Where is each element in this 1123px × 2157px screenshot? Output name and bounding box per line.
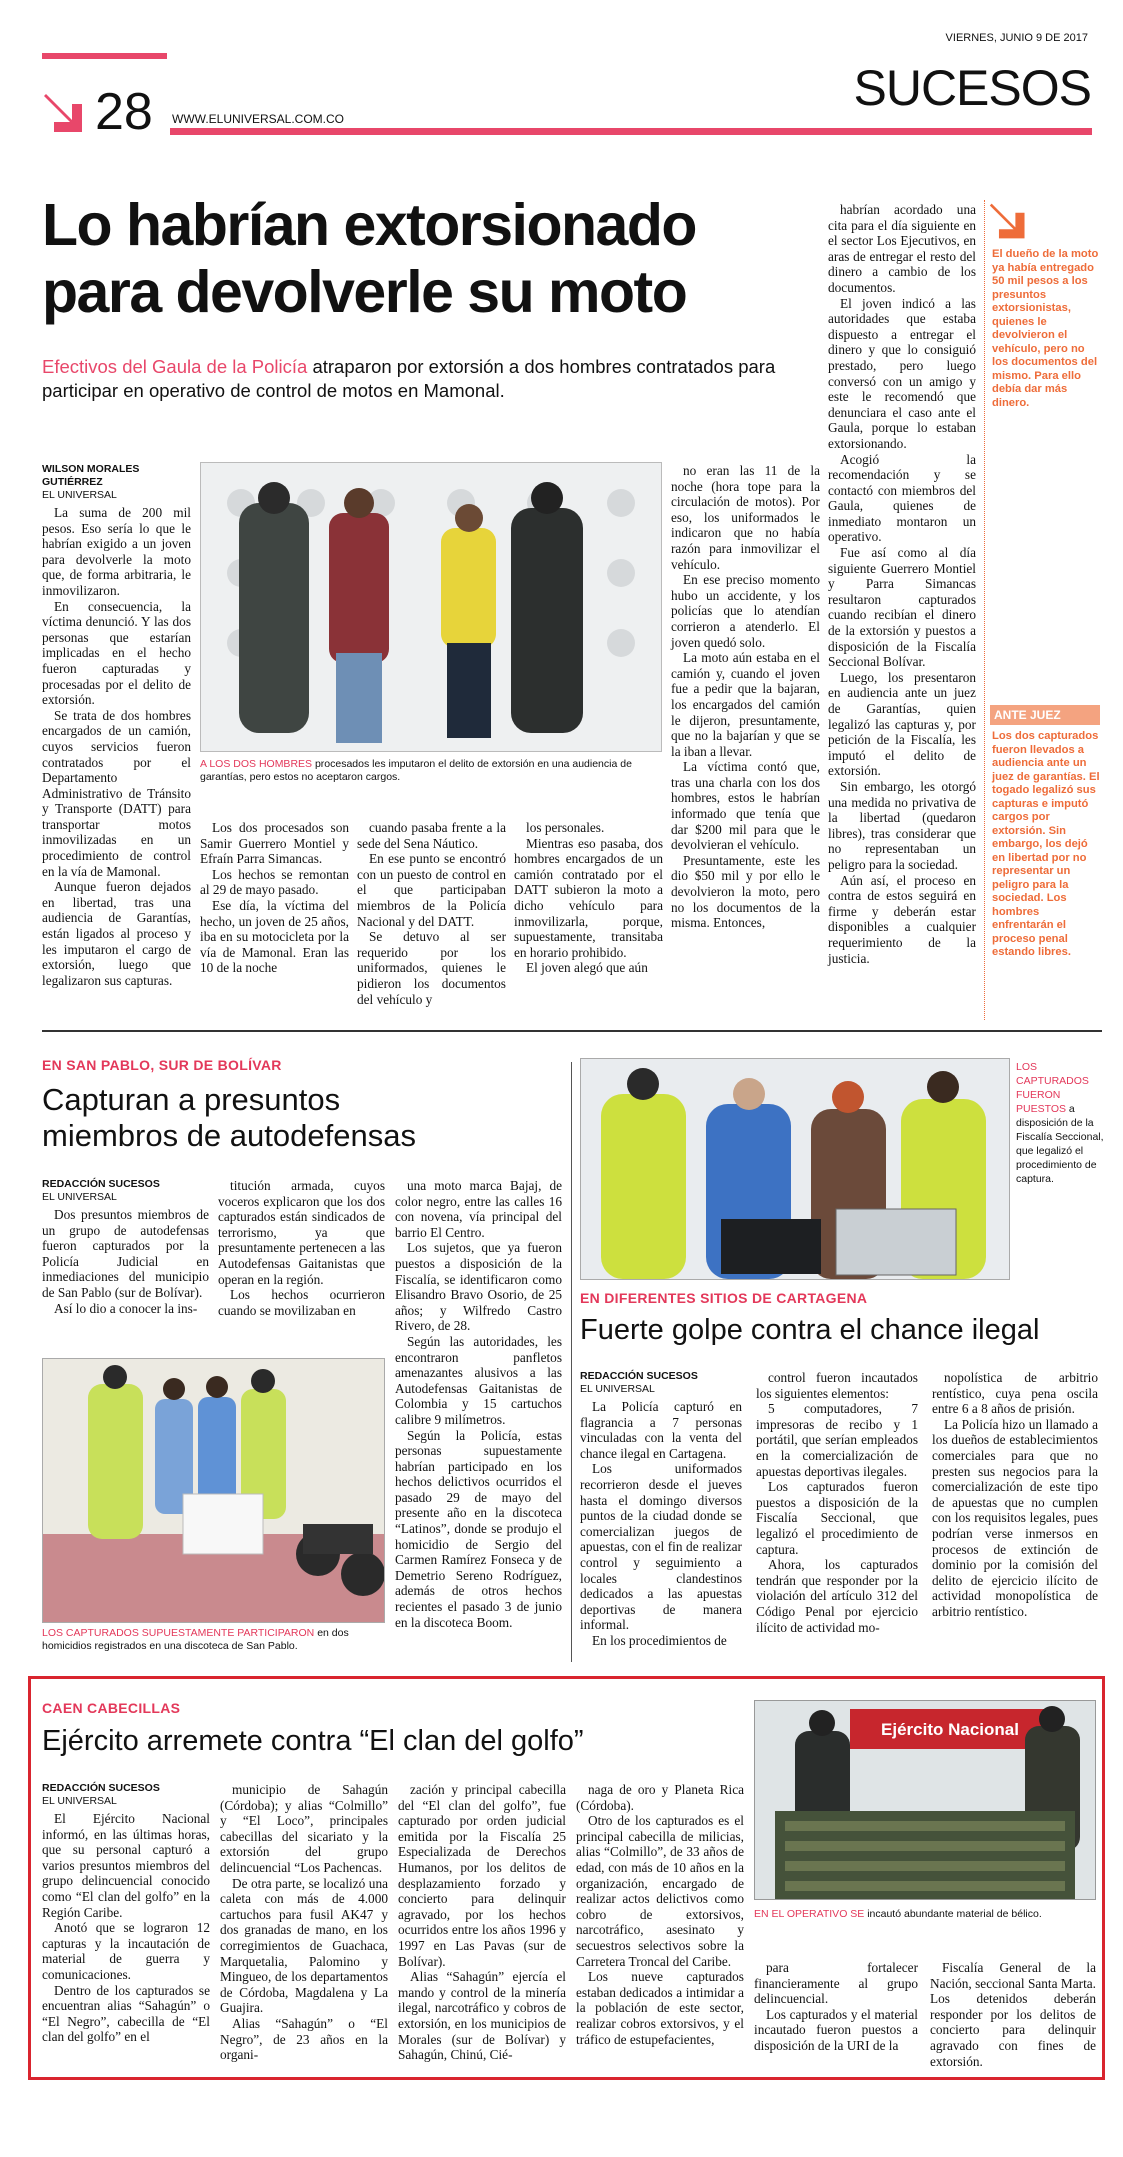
paragraph: Los capturados y el material incautado fueron puestos a disposición de la URI de la [754,2006,918,2053]
paragraph: Alias “Sahagún” o “El Negro”, de 23 años en la organi- [220,2015,388,2063]
article4-col2 [220,1782,388,2063]
headline-line: Lo habrían extorsionado [42,192,696,258]
paragraph: En los procedimientos de [592,1632,727,1648]
paragraph: En ese punto se encontró con un puesto de control en el que participaban miembros de la Policía Nacional y del DATT. [357,851,506,929]
paragraph: Acogió la recomendación y se contactó con miembros del Gaula, quienes de inmediato montaron un operativo. [828,451,976,545]
article4-col5 [754,1960,918,2054]
page-number: 28 [95,83,153,141]
paragraph: naga de oro y Planeta Rica (Córdoba). [576,1782,744,1813]
article4-photo-caption [754,1908,1096,1921]
article4-photo [754,1700,1096,1900]
outlet: EL UNIVERSAL [42,1191,117,1203]
paragraph: 5 computadores, 7 impresoras de recibo y 1 portátil, que serían empleados en la comercialización de apuestas deportivas ilegales. [756,1401,918,1479]
paragraph: zación y principal cabecilla del “El clan del golfo”, fue capturado por orden judicial emitida por la Fiscalía 25 Especializada de Derechos Humanos, por los delitos de desplazamiento forzado y concierto para delinquir agravado, por los hechos ocurridos entre los años 1996 y 1997 en Las Pavas (sur de Bolívar). [398,1782,566,1969]
article4-col3 [398,1782,566,2063]
paragraph: Los capturados fueron puestos a disposición de la Fiscalía Seccional, que legalizó el procedimiento de captura. [756,1479,918,1557]
sidebar-note-2: Los dos capturados fueron llevados a audiencia ante un juez de garantías. El togado legalizó sus capturas e imputó cargos por extorsión. Sin embargo, los dejó en libertad por no representar un peligro para la sociedad. Los hombres enfrentarán el proceso penal estando libres. [992,730,1100,958]
paragraph: Otro de los capturados es el principal cabecilla de milicias, alias “Colmillo”, de 33 años de edad, con más de 10 años en la organización, encargado de realizar actos delictivos como cobro de extorsivos, narcotráfico, asesinato y secuestros selectivos sobre la Carretera Troncal del Caribe. [576,1813,744,1969]
article3-headline: Fuerte golpe contra el chance ilegal [580,1314,1040,1346]
caption-rest: en dos homicidios registrados en una discoteca de San Pablo. [42,1627,349,1652]
sidebar-rule [984,200,985,1020]
caption-lead: A LOS DOS HOMBRES [200,758,313,770]
article1-deck [42,355,817,403]
paragraph: Se trata de dos hombres encargados de un camión, cuyos servicios fueron contratados por el Departamento Administrativo de Tránsito y Transporte (DATT) para transportar motos inmovilizadas en un procedimiento de control en la vía de Mamonal. [42,707,191,879]
column-rule [571,1062,572,1662]
paragraph: Según las autoridades, les encontraron panfletos amenazantes alusivos a las Autodefensas Gaitanistas de Colombia y 15 cartuchos calibre 9 milímetros. [395,1333,562,1427]
paragraph: La Policía capturó en flagrancia a 7 personas vinculadas con la venta del chance ilegal en Cartagena. [580,1399,742,1461]
paragraph: Los dos procesados son Samir Guerrero Montiel y Efraín Parra Simancas. [200,820,349,867]
paragraph: Presuntamente, este les dio $50 mil y por ello le devolvieron la moto, pero no los documentos de la misma. Entonces, [671,852,820,931]
caption-lead: EN EL OPERATIVO SE [754,1908,865,1920]
article2-col2 [218,1178,385,1318]
author: REDACCIÓN SUCESOS [42,1178,160,1190]
paragraph: control fueron incautados los siguientes elementos: [756,1370,918,1401]
website-url[interactable]: WWW.ELUNIVERSAL.COM.CO [172,112,345,126]
article4-col4 [576,1782,744,2047]
deck-rest: atraparon por extorsión a dos hombres contratados para participar en operativo de control de motos en Mamonal. [42,356,776,401]
article2-col1 [42,1178,209,1316]
paragraph: Fue así como al día siguiente Guerrero Montiel y Parra Simancas resultaron capturados cuando recibían el dinero de la extorsión y puestos a disposición de la Fiscalía Seccional Bolívar. [828,545,976,670]
paragraph: El joven indicó a las autoridades que estaba dispuesto a entregar el dinero y que lo consiguió prestado, pero luego conversó con un amigo y este le recomendó que denunciara el caso ante el Gaula, porque lo estaban extorsionando. [828,295,976,451]
paragraph: los personales. [526,820,605,835]
paragraph: Fiscalía General de la Nación, seccional Santa Marta. Los detenidos deberán responder por los delitos de concierto para delinquir agravado con fines de extorsión. [930,1960,1096,2069]
paragraph: En consecuencia, la víctima denunció. Y las dos personas que estarían implicadas en el hecho fueron capturadas y procesadas por el delito de extorsión. [42,598,191,708]
paragraph: cuando pasaba frente a la sede del Sena Náutico. [357,820,506,851]
article1-col5 [671,463,820,931]
paragraph: Dos presuntos miembros de un grupo de autodefensas fueron capturados por la Policía Judicial en inmediaciones del municipio de San Pablo (sur de Bolívar). [42,1207,209,1300]
article4-col6 [930,1960,1096,2069]
author: WILSON MORALES GUTIÉRREZ [42,463,140,488]
paragraph: para fortalecer financieramente al grupo delincuencial. [754,1960,918,2007]
article3-col2 [756,1370,918,1635]
paragraph: Alias “Sahagún” ejercía el mando y control de la minería ilegal, narcotráfico y cobros de extorsión, en los municipios de Morales (sur de Bolívar) y Sahagún, Chinú, Cié- [398,1969,566,2063]
header-rule [170,128,1092,135]
paragraph: nopolística de arbitrio rentístico, cuya pena oscila entre 6 a 8 años de prisión. [932,1370,1098,1417]
article2-col3 [395,1178,562,1630]
article2-photo [42,1358,385,1623]
header-date: VIERNES, JUNIO 9 DE 2017 [945,32,1088,44]
paragraph: La moto aún estaba en el camión y, cuando el joven fue a pedir que la bajaran, los encargados del camión le dijeron, presuntamente, que no la bajarían y que se la iban a llevar. [671,650,820,759]
article2-headline [42,1082,572,1154]
article4-col1 [42,1782,210,2045]
sidebar-arrow-icon [988,200,1030,247]
paragraph: Según la Policía, estas personas supuestamente habrían participado en los hechos delictivos ocurridos el pasado 29 de mayo del presente año en la discoteca “Latinos”, donde se produjo el homicidio de Sergio del Carmen Ramírez Fonseca y de Demetrio Sereno Rodríguez, además de otros hechos recientes el pasado 3 de junio en la discoteca Boom. [395,1427,562,1630]
caption-rest: a disposición de la Fiscalía Seccional, que legalizó el procedimiento de captura. [1016,1103,1104,1185]
sidebar-title: ANTE JUEZ [990,705,1100,725]
paragraph: En ese preciso momento hubo un accidente, y los policías que lo atendían corrieron a atenderlo. El joven quedó solo. [671,572,820,650]
caption-lead: LOS CAPTURADOS SUPUESTAMENTE PARTICIPARON [42,1627,315,1639]
photo-banner-text: Ejército Nacional [881,1720,1019,1739]
article1-col6 [828,202,976,966]
paragraph: no eran las 11 de la noche (hora tope para la circulación de motos). Por eso, los uniformados le indicaron que no había razón para inmovilizar el vehículo. [671,463,820,572]
paragraph: El joven alegó que aún [526,960,648,976]
caption-rest: incautó abundante material de bélico. [864,1908,1042,1920]
paragraph: Mientras eso pasaba, dos hombres encargados de un camión contratado por el DATT subieron la moto a dicho vehículo para inmovilizarla, porque, supuestamente, transitaba en horario prohibido. [514,835,663,960]
paragraph: habrían acordado una cita para el día siguiente en el sector Los Ejecutivos, en aras de entregar el resto del dinero a cambio de los documentos. [828,202,976,295]
headline-line: Capturan a presuntos [42,1082,341,1117]
headline-line: miembros de autodefensas [42,1118,416,1153]
paragraph: Anotó que se lograron 12 capturas y la incautación de material de guerra y comunicaciones. [42,1920,210,1982]
sidebar-note: El dueño de la moto ya había entregado 50 mil pesos a los presuntos extorsionistas, quienes le devolvieron el vehículo, pero no los documentos del mismo. Para ello debía dar más dinero. [992,248,1099,409]
paragraph: Los hechos ocurrieron cuando se movilizaban en [218,1287,385,1318]
article1-headline [42,192,832,326]
paragraph: Luego, los presentaron en audiencia ante un juez de Garantías, quien legalizó las capturas y, por petición de la Fiscalía, les imputó el delito de extorsión. [828,669,976,779]
article1-photo [200,462,662,752]
header-top-rule [42,53,167,59]
paragraph: Sin embargo, les otorgó una medida no privativa de la libertad (quedaron libres), tras considerar que no representaban un peligro para la sociedad. [828,778,976,872]
article3-col1 [580,1370,742,1649]
article3-side-caption [1016,1060,1104,1186]
article-body [42,505,191,988]
outlet: EL UNIVERSAL [580,1383,655,1395]
caption-lead: LOS CAPTURADOS FUERON PUESTOS [1016,1061,1089,1115]
paragraph: Los uniformados recorrieron desde el jueves hasta el domingo diversos puntos de la ciudad donde se comercializan juegos de apuestas, con el fin de realizar control y seguimiento a locales clandestinos dedicados a las apuestas deportivas de manera informal. [580,1461,742,1633]
article1-col1 [42,463,191,988]
author: REDACCIÓN SUCESOS [42,1782,160,1794]
paragraph: Aunque fueron dejados en libertad, tras una audiencia de Garantías, están ligados al proceso y les imputaron el cargo de extorsión, luego que legalizaron sus capturas. [42,879,191,988]
article3-kicker: EN DIFERENTES SITIOS DE CARTAGENA [580,1290,868,1306]
paragraph: La suma de 200 mil pesos. Eso sería lo que le habrían exigido a un joven para devolverle la moto que, de forma arbitraria, le inmovilizaron. [42,505,191,598]
outlet: EL UNIVERSAL [42,1795,117,1807]
page-number-arrow-icon [42,90,88,141]
article1-col3 [357,820,506,1007]
paragraph: La víctima contó que, tras una charla con los dos hombres, estos le habrían informado que tenía que dar $200 mil para que le devolvieran el vehículo. [671,759,820,853]
article1-col4 [514,820,663,976]
paragraph: La Policía hizo un llamado a los dueños de establecimientos comerciales para que no presten sus negocios para la comercialización de este tipo de apuestas que no cumplen con los requisitos legales, pues podrían verse inmersos en procesos de extinción de dominio por la comisión del delito de ejercicio ilícito de actividad monopolística de arbitrio rentístico. [932,1416,1098,1619]
paragraph: De otra parte, se localizó una caleta con más de 4.000 cartuchos para fusil AK47 y dos granadas de mano, en los corregimientos de Guachaca, Marquetalia, Palomino y Mingueo, de los departamentos de Córdoba, Magdalena y La Guajira. [220,1875,388,2016]
article3-photo [580,1058,1010,1280]
deck-lead: Efectivos del Gaula de la Policía [42,356,308,377]
section-title: SUCESOS [853,60,1091,116]
headline-line: para devolverle su moto [42,259,687,325]
paragraph: Ahora, los capturados tendrán que responder por la violación del artículo 312 del Código Penal por ejercicio ilícito de actividad mo- [756,1557,918,1635]
article4-headline: Ejército arremete contra “El clan del golfo” [42,1725,584,1757]
paragraph: una moto marca Bajaj, de color negro, entre las calles 16 con novena, vía principal del barrio El Centro. [395,1178,562,1240]
paragraph: Dentro de los capturados se encuentran alias “Sahagún” o “El Negro”, cabecilla de “El clan del golfo” en el [42,1982,210,2045]
paragraph: El Ejército Nacional informó, en las últimas horas, que su personal capturó a varios presuntos miembros del grupo delincuencial conocido como “El clan del golfo” en la Región Caribe. [42,1811,210,1920]
paragraph: Los sujetos, que ya fueron puestos a disposición de la Fiscalía, se identificaron como Elisandro Bravo Osorio, de 25 años; y Wilfredo Castro Rivero, de 28. [395,1240,562,1334]
author: REDACCIÓN SUCESOS [580,1370,698,1382]
paragraph: municipio de Sahagún (Córdoba); y alias “Colmillo” y “El Loco”, principales cabecillas del sicariato y la extorsión del grupo delincuencial “Los Pachencas. [220,1782,388,1875]
paragraph: Se detuvo al ser requerido por los uniformados, quienes le pidieron los documentos del vehículo y [357,929,506,1007]
paragraph: titución armada, cuyos voceros explicaron que los dos capturados están sindicados de terrorismo, ya que presuntamente pertenecen a las Autodefensas Gaitanistas que operan en la región. [218,1178,385,1287]
paragraph: Los hechos se remontan al 29 de mayo pasado. [200,866,349,898]
section-divider [42,1030,1102,1032]
caption-rest: procesados les imputaron el delito de extorsión en una audiencia de garantías, pero estos no aceptaron cargos. [200,758,632,783]
outlet: EL UNIVERSAL [42,489,117,501]
article2-kicker: EN SAN PABLO, SUR DE BOLÍVAR [42,1057,282,1073]
article1-col2 [200,820,349,976]
article2-photo-caption [42,1627,385,1653]
article4-kicker: CAEN CABECILLAS [42,1700,181,1716]
paragraph: Aún así, el proceso en contra de estos seguirá en firme y deberán estar disponibles a cualquier requerimiento de la justicia. [828,872,976,966]
article1-photo-caption [200,758,662,784]
paragraph: Ese día, la víctima del hecho, un joven de 25 años, iba en su motocicleta por la vía de Mamonal. Eran las 10 de la noche [200,897,349,976]
paragraph: Así lo dio a conocer la ins- [54,1300,198,1316]
article3-col3 [932,1370,1098,1620]
paragraph: Los nueve capturados estaban dedicados a intimidar a la población de este sector, realizar cobros extorsivos, y el tráfico de estupefacientes, [576,1969,744,2047]
